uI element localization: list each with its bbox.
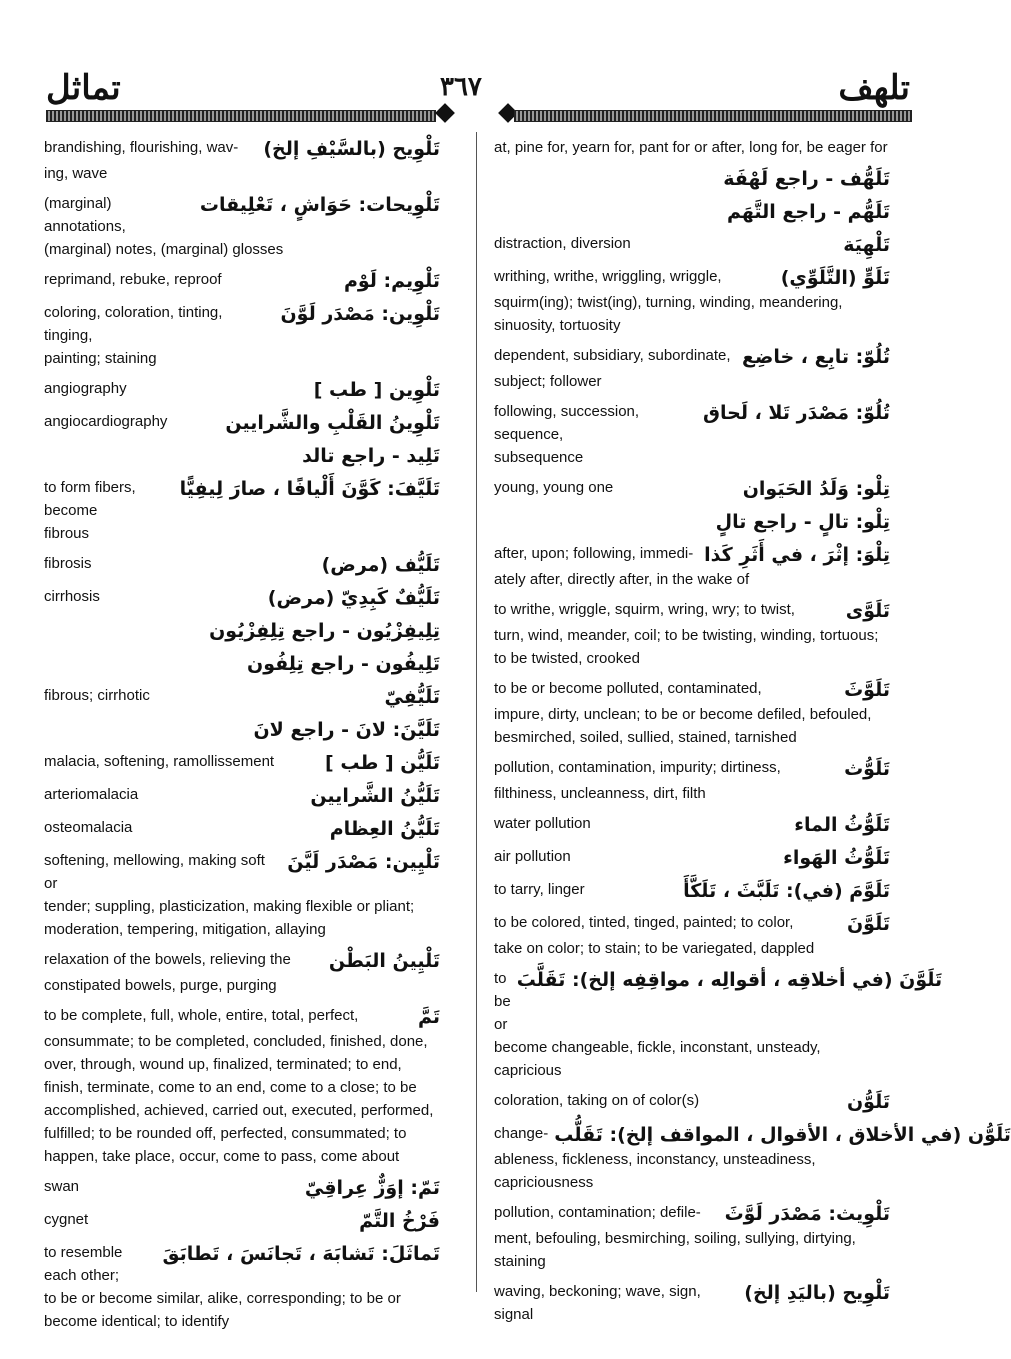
right-guide-word: تلهف (838, 68, 910, 108)
entry-translation: young, young one (494, 479, 614, 496)
entry-translation-continued: consummate; to be completed, concluded, finished, done, over, through, wound up, finalized, terminated; to end, finish, terminate, come to an end, come to a close; to be accomplished, achieved, carried out, executed, performed, fulfilled; to be rounded off, perfected, consummated; to happen, take place, occur, come to pass, come about (44, 1033, 434, 1165)
entry-translation: reprimand, rebuke, reproof (44, 271, 222, 288)
entry-translation: fibrous; cirrhotic (44, 687, 150, 704)
dictionary-entry (44, 377, 440, 403)
dictionary-entry (44, 443, 440, 469)
entry-translation: to form fibers, become (44, 479, 136, 519)
entry-headword: تَلَوُّن (في الأخلاق ، الأقوال ، المواقف إلخ): تَقَلُّب (554, 1124, 1011, 1146)
dictionary-entry (494, 812, 890, 838)
right-column (494, 136, 1011, 1333)
dictionary-entry (44, 552, 440, 578)
entry-translation-continued: impure, dirty, unclean; to be or become defiled, befouled, besmirched, soiled, sullied, stained, tarnished (494, 706, 872, 746)
entry-translation-continued: take on color; to stain; to be variegated, dappled (494, 940, 815, 957)
entry-headword: تَلْوِيح (بالسَّيْفِ إلخ) (263, 138, 440, 160)
entry-translation-continued: turn, wind, meander, coil; to be twisting, winding, tortuous; to be twisted, crooked (494, 627, 879, 667)
entry-headword: تِلْو: وَلَدُ الحَيَوان (742, 478, 890, 500)
dictionary-entry (44, 717, 440, 743)
entry-translation-continued: fibrous (44, 525, 90, 542)
entry-headword: تَلَوٍّ (التَّلَوِّي) (780, 267, 890, 289)
entry-translation-continued: constipated bowels, purge, purging (44, 977, 277, 994)
dictionary-entry (44, 192, 440, 261)
dictionary-entry (44, 585, 440, 611)
entry-translation-continued: ately after, directly after, in the wake of (494, 571, 750, 588)
dictionary-entry (494, 400, 890, 469)
entry-translation-continued: subject; follower (494, 373, 602, 390)
dictionary-entry (494, 1089, 890, 1115)
entry-headword: تَلَيُّن [ طب ] (325, 752, 440, 774)
entry-headword: تَلَوُّثُ الماء (794, 814, 890, 836)
entry-translation: angiography (44, 380, 127, 397)
entry-headword: تَمَّ (417, 1006, 440, 1028)
entry-translation: to be colored, tinted, tinged, painted; to color, (494, 914, 794, 931)
dictionary-entry (494, 542, 890, 591)
entry-translation: to be or (494, 970, 511, 1033)
dictionary-entry (494, 756, 890, 805)
dictionary-entry (494, 677, 890, 749)
entry-headword: تِلْوَ: إثْرَ ، في أَثَرِ كَذا (704, 544, 890, 566)
entry-translation-continued: (marginal) notes, (marginal) glosses (44, 241, 284, 258)
dictionary-entry (44, 948, 440, 997)
dictionary-entry (44, 849, 440, 941)
entry-headword: تَلَوَّمَ (في): تَلَبَّثَ ، تَلَكَّأَ (683, 880, 890, 902)
entry-translation: waving, beckoning; wave, sign, signal (494, 1283, 701, 1323)
dictionary-entry (494, 1280, 890, 1326)
entry-headword: تَلَيُّفِيّ (384, 686, 440, 708)
entry-translation-continued: subsequence (494, 449, 584, 466)
dictionary-entry (494, 265, 890, 337)
entry-headword: تَلَهُّم - راجع التَّهَم (726, 201, 890, 223)
dictionary-entry (494, 476, 890, 502)
entry-headword: تَلْيِينُ البَطْن (328, 950, 440, 972)
entry-headword: تَلْوِين: مَصْدَر لَوَّنَ (280, 303, 440, 325)
dictionary-entry (494, 232, 890, 258)
entry-translation-continued: ableness, fickleness, inconstancy, unsteadiness, capriciousness (494, 1151, 816, 1191)
dictionary-entry (44, 301, 440, 370)
entry-headword: تَلْوِيح (باليَدِ إلخ) (744, 1282, 890, 1304)
entry-translation: softening, mellowing, making soft or (44, 852, 265, 892)
dictionary-entry (44, 651, 440, 677)
entry-translation-continued: ment, befouling, besmirching, soiling, sullying, dirtying, staining (494, 1230, 856, 1270)
entry-headword: تَلَيُّفٌ كَبِدِيّ (مرض) (267, 587, 440, 609)
dictionary-entry (44, 684, 440, 710)
dictionary-entry (494, 878, 890, 904)
dictionary-entry (44, 136, 440, 185)
entry-headword: تَلْوِيم: لَوْم (343, 270, 440, 292)
entry-translation: to tarry, linger (494, 881, 585, 898)
dictionary-entry (494, 1201, 890, 1273)
entry-headword: تَلْهِيَة (843, 234, 890, 256)
header-rule-right (514, 110, 912, 122)
header-rule-left (46, 110, 436, 122)
entry-translation-continued: ing, wave (44, 165, 108, 182)
entry-headword: تَلْوِينُ القَلْبِ والشَّرايين (225, 412, 440, 434)
entry-headword: تَلَوُّثُ الهَواء (783, 847, 890, 869)
dictionary-entry (494, 845, 890, 871)
entry-translation-continued: squirm(ing); twist(ing), turning, winding, meandering, sinuosity, tortuosity (494, 294, 843, 334)
entry-headword: تَلَوَّى (845, 600, 890, 622)
diamond-ornament-icon (435, 103, 455, 123)
entry-headword: تَلَهُّف - راجع لَهْفَة (723, 168, 890, 190)
entry-headword: تَلَيُّنُ العِظام (329, 818, 440, 840)
entry-headword: تِلْو: تالٍ - راجع تالٍ (715, 511, 890, 533)
entry-translation: to be or become polluted, contaminated, (494, 680, 762, 697)
column-divider (476, 132, 477, 1292)
entry-translation: cygnet (44, 1211, 89, 1228)
entry-translation: angiocardiography (44, 413, 168, 430)
left-guide-word: تماثل (46, 68, 121, 108)
dictionary-entry (44, 1175, 440, 1201)
entry-headword: تُلُوّ: مَصْدَر تَلا ، لَحاق (703, 402, 890, 424)
dictionary-entry (44, 1208, 440, 1234)
entry-headword: تَلِيفُون - راجع تِلِفُون (247, 653, 440, 675)
entry-headword: تُلُوّ: تابِع ، خاضِع (741, 346, 890, 368)
dictionary-entry (44, 1004, 440, 1168)
entry-translation: osteomalacia (44, 819, 133, 836)
entry-translation-continued: tender; suppling, plasticization, making flexible or pliant; moderation, tempering, mitigation, allaying (44, 898, 415, 938)
entry-headword: تَلْوِين [ طب ] (313, 379, 440, 401)
entry-translation-continued: become changeable, fickle, inconstant, unsteady, capricious (494, 1039, 821, 1079)
entry-headword: تَلَوَّنَ (في أخلاقِه ، أقوالِه ، مواقِفِه إلخ): تَقَلَّبَ (516, 969, 943, 991)
entry-translation: air pollution (494, 848, 571, 865)
entry-headword: تَلْوِيث: مَصْدَر لَوَّثَ (724, 1203, 890, 1225)
entry-headword: تَلَيُّنُ الشَّرايين (310, 785, 440, 807)
left-column (44, 136, 440, 1340)
dictionary-entry (44, 750, 440, 776)
entry-translation: swan (44, 1178, 80, 1195)
dictionary-entry (494, 344, 890, 393)
dictionary-entry (44, 1241, 440, 1333)
entry-translation: dependent, subsidiary, subordinate, (494, 347, 731, 364)
entry-headword: تَلَيُّف (مرض) (321, 554, 440, 576)
entry-headword: تَماثَلَ: تَشابَهَ ، تَجانَسَ ، تَطابَقَ (162, 1243, 440, 1265)
entry-translation-continued: painting; staining (44, 350, 157, 367)
entry-headword: تَمّ: إوَزٌّ عِراقِيّ (304, 1177, 440, 1199)
entry-translation: (marginal) annotations, (44, 195, 126, 235)
entry-translation: following, succession, sequence, (494, 403, 640, 443)
dictionary-entry (494, 598, 890, 670)
dictionary-entry (44, 410, 440, 436)
dictionary-entry (494, 1122, 1011, 1194)
entry-translation: malacia, softening, ramollissement (44, 753, 275, 770)
entry-headword: تَلْوِيحات: حَوَاشٍ ، تَعْلِيقات (199, 194, 440, 216)
entry-translation: to resemble each other; (44, 1244, 123, 1284)
entry-translation: coloring, coloration, tinting, tinging, (44, 304, 223, 344)
entry-headword: تَلَيَّفَ: كَوَّنَ أَلْيافًا ، صارَ لِيفِيًّا (179, 478, 440, 500)
dictionary-entry (494, 166, 890, 192)
entry-translation-continued: at, pine for, yearn for, pant for or after, long for, be eager for (494, 139, 888, 156)
entry-translation: arteriomalacia (44, 786, 139, 803)
entry-translation-continued: filthiness, uncleanness, dirt, filth (494, 785, 706, 802)
entry-translation: distraction, diversion (494, 235, 631, 252)
entry-headword: تَلَوَّثَ (844, 679, 890, 701)
dictionary-entry (44, 476, 440, 545)
page-header (0, 0, 940, 140)
entry-headword: فَرْخُ التَّمّ (359, 1210, 440, 1232)
entry-headword: تَلَيَّنَ: لانَ - راجع لانَ (253, 719, 440, 741)
dictionary-entry (44, 618, 440, 644)
entry-translation: fibrosis (44, 555, 92, 572)
entry-translation: to writhe, wriggle, squirm, wring, wry; to twist, (494, 601, 795, 618)
entry-translation: cirrhosis (44, 588, 100, 605)
entry-translation: pollution, contamination; defile- (494, 1204, 701, 1221)
entry-translation: after, upon; following, immedi- (494, 545, 694, 562)
dictionary-entry (44, 268, 440, 294)
entry-translation: to be complete, full, whole, entire, total, perfect, (44, 1007, 359, 1024)
entry-headword: تَلِيد - راجع تالد (302, 445, 440, 467)
entry-headword: تَلْيِين: مَصْدَر لَيَّنَ (287, 851, 440, 873)
entry-translation: relaxation of the bowels, relieving the (44, 951, 291, 968)
entry-headword: تَلَوَّنَ (846, 913, 890, 935)
page-number: ٣٦٧ (440, 72, 482, 102)
entry-translation-continued: to be or become similar, alike, corresponding; to be or become identical; to identify (44, 1290, 401, 1330)
entry-translation: pollution, contamination, impurity; dirtiness, (494, 759, 781, 776)
entry-headword: تِلِيفِزْيُون - راجع تِلِفِزْيُون (209, 620, 440, 642)
dictionary-entry (494, 136, 890, 159)
dictionary-entry (494, 911, 890, 960)
entry-translation: water pollution (494, 815, 591, 832)
dictionary-entry (44, 783, 440, 809)
entry-headword: تَلَوُّث (844, 758, 890, 780)
dictionary-entry (44, 816, 440, 842)
entry-headword: تَلَوُّن (846, 1091, 890, 1113)
dictionary-entry (494, 967, 943, 1082)
entry-translation: coloration, taking on of color(s) (494, 1092, 700, 1109)
entry-translation: brandishing, flourishing, wav- (44, 139, 239, 156)
dictionary-entry (494, 509, 890, 535)
dictionary-entry (494, 199, 890, 225)
entry-translation: writhing, writhe, wriggling, wriggle, (494, 268, 722, 285)
entry-translation: change- (494, 1125, 549, 1142)
